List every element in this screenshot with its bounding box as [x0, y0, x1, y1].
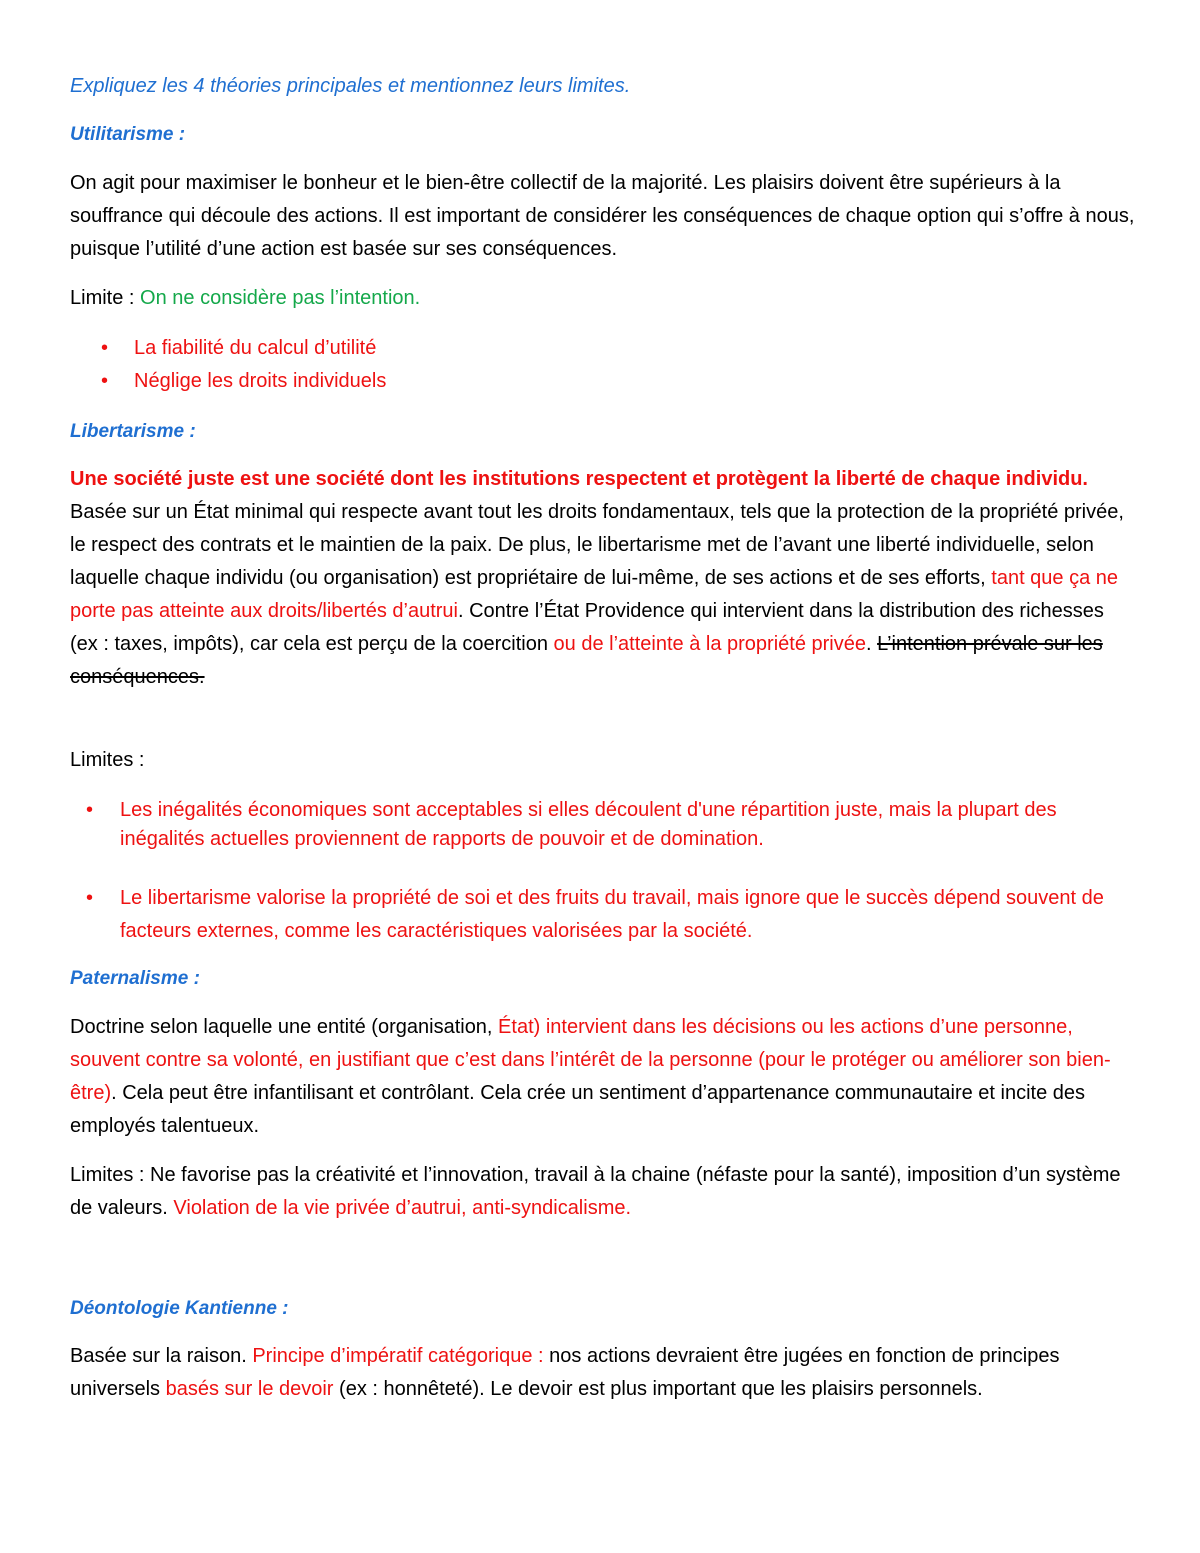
- struck-text: L’intention prévale sur les conséquences.: [70, 633, 1103, 688]
- list-item: • Le libertarisme valorise la propriété de soi et des fruits du travail, mais ignore que le succès dépend souvent de facteurs externes, comme les caractéristiques valorisées par la société.: [120, 882, 1135, 948]
- list-item: • Néglige les droits individuels: [134, 365, 1134, 398]
- libertarisme-limits-label: Limites :: [70, 749, 145, 771]
- heading-paternalisme: Paternalisme :: [70, 968, 200, 989]
- utilitarisme-limit: [70, 282, 1135, 315]
- heading-libertarisme: Libertarisme :: [70, 421, 196, 442]
- utilitarisme-limits-list: [101, 332, 1134, 398]
- bullet-icon: •: [101, 337, 109, 359]
- paternalisme-limits: Limites : Ne favorise pas la créativité et l’innovation, travail à la chaine (néfaste pour la santé), imposition d’un système de valeurs. Violation de la vie privée d’autrui, anti-syndicalisme.: [70, 1164, 1121, 1219]
- heading-deontologie: Déontologie Kantienne :: [70, 1298, 289, 1319]
- limit-label: Limite :: [70, 287, 141, 309]
- question-text: Expliquez les 4 théories principales et mentionnez leurs limites.: [70, 75, 631, 97]
- limit-text: On ne considère pas l’intention.: [140, 287, 421, 309]
- deontologie-paragraph: Basée sur la raison. Principe d’impératif catégorique : nos actions devraient être jugées en fonction de principes universels basés sur le devoir (ex : honnêteté). Le devoir est plus important que les plaisirs personnels.: [70, 1345, 1060, 1400]
- bullet-icon: •: [86, 887, 94, 909]
- libertarisme-paragraph: Une société juste est une société dont les institutions respectent et protègent la liberté de chaque individu. Basée sur un État minimal qui respecte avant tout les droits fondamentaux, tels que la protection de la propriété privée, le respect des contrats et le maintien de la paix. De plus, le libertarisme met de l’avant une liberté individuelle, selon laquelle chaque individu (ou organisation) est propriétaire de lui-même, de ses actions et de ses efforts, tant que ça ne porte pas atteinte aux droits/libertés d’autrui. Contre l’État Providence qui intervient dans la distribution des richesses (ex : taxes, impôts), car cela est perçu de la coercition ou de l’atteinte à la propriété privée. L’intention prévale sur les conséquences.: [70, 468, 1124, 688]
- utilitarisme-paragraph: On agit pour maximiser le bonheur et le bien-être collectif de la majorité. Les plaisirs doivent être supérieurs à la souffrance qui découle des actions. Il est important de considérer les conséquences de chaque option qui s’offre à nous, puisque l’utilité d’une action est basée sur ses conséquences.: [70, 172, 1135, 260]
- bullet-icon: •: [101, 370, 109, 392]
- list-item: • La fiabilité du calcul d’utilité: [134, 332, 1134, 365]
- bullet-icon: •: [86, 799, 94, 821]
- list-item: • Les inégalités économiques sont acceptables si elles découlent d'une répartition juste, mais la plupart des inégalités actuelles proviennent de rapports de pouvoir et de domination.: [120, 796, 1135, 854]
- libertarisme-limits-list: [86, 796, 1135, 948]
- heading-utilitarisme: Utilitarisme :: [70, 124, 186, 145]
- paternalisme-paragraph: Doctrine selon laquelle une entité (organisation, État) intervient dans les décisions ou les actions d’une personne, souvent contre sa volonté, en justifiant que c’est dans l’intérêt de la personne (pour le protéger ou améliorer son bien-être). Cela peut être infantilisant et contrôlant. Cela crée un sentiment d’appartenance communautaire et incite des employés talentueux.: [70, 1016, 1111, 1137]
